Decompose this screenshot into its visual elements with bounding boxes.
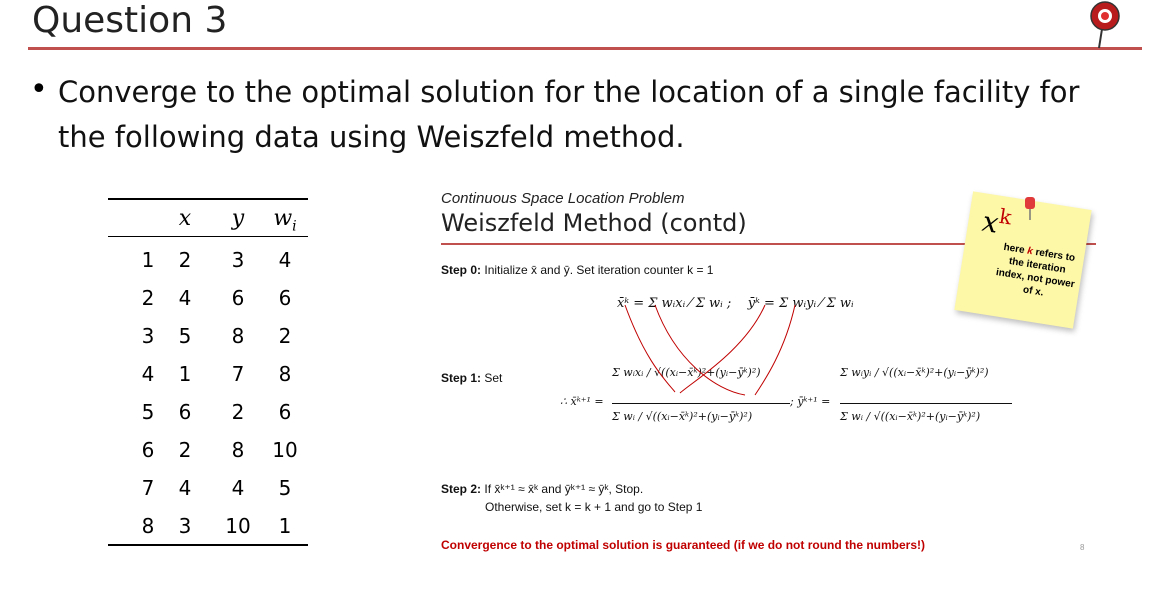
table-cell: 8 <box>231 438 245 462</box>
col-header-w: $w_i$ <box>273 206 297 235</box>
x-update-numerator: Σ wᵢxᵢ / √((xᵢ−x̄ᵏ)²+(yᵢ−ȳᵏ)²) <box>612 366 761 379</box>
table-cell: 6 <box>278 400 292 424</box>
table-cell: 8 <box>278 362 292 386</box>
annotation-arrows <box>595 300 825 410</box>
step0-text: Initialize x̄ and ȳ. Set iteration counter k = 1 <box>484 263 714 277</box>
sticky-symbol: $x^k$ <box>980 203 1014 240</box>
row-index: 4 <box>141 362 155 386</box>
row-index: 3 <box>141 324 155 348</box>
row-index: 5 <box>141 400 155 424</box>
step1-label: Step 1: <box>441 371 482 385</box>
bullet-marker: • <box>30 72 48 107</box>
table-cell: 3 <box>178 514 192 538</box>
table-cell: 3 <box>231 248 245 272</box>
table-cell: 4 <box>231 476 245 500</box>
question-text: Converge to the optimal solution for the location of a single facility for the following data using Weiszfeld method. <box>58 75 1080 154</box>
y-update-lhs: ; ȳᵏ⁺¹ = <box>790 395 831 408</box>
page-title: Question 3 <box>32 0 228 41</box>
table-cell: 7 <box>231 362 245 386</box>
row-index: 7 <box>141 476 155 500</box>
x-update-denominator: Σ wᵢ / √((xᵢ−x̄ᵏ)²+(yᵢ−ȳᵏ)²) <box>612 410 753 423</box>
map-pin-icon <box>1087 0 1123 50</box>
step0-line <box>441 263 713 277</box>
y-fraction-bar <box>840 403 1012 404</box>
y-update-denominator: Σ wᵢ / √((xᵢ−x̄ᵏ)²+(yᵢ−ȳᵏ)²) <box>840 410 981 423</box>
step2-label: Step 2: <box>441 482 482 496</box>
step2-text: If x̄ᵏ⁺¹ ≈ x̄ᵏ and ȳᵏ⁺¹ ≈ ȳᵏ, Stop. <box>484 482 644 496</box>
table-cell: 2 <box>178 438 192 462</box>
table-cell: 10 <box>272 438 298 462</box>
table-cell: 6 <box>278 286 292 310</box>
table-top-rule <box>108 198 308 200</box>
row-index: 2 <box>141 286 155 310</box>
table-cell: 2 <box>231 400 245 424</box>
table-cell: 10 <box>225 514 251 538</box>
step0-label: Step 0: <box>441 263 482 277</box>
table-cell: 6 <box>178 400 192 424</box>
x-update-lhs: ∴ x̄ᵏ⁺¹ = <box>560 395 604 408</box>
step2-otherwise: Otherwise, set k = k + 1 and go to Step 1 <box>485 500 703 514</box>
convergence-note: Convergence to the optimal solution is guaranteed (if we do not round the numbers!) <box>441 538 926 552</box>
table-cell: 5 <box>178 324 192 348</box>
title-divider <box>28 47 1142 50</box>
slide-heading: Weiszfeld Method (contd) <box>441 209 747 237</box>
row-index: 8 <box>141 514 155 538</box>
table-cell: 1 <box>178 362 192 386</box>
col-header-x: x <box>178 206 192 231</box>
table-cell: 4 <box>278 248 292 272</box>
row-index: 6 <box>141 438 155 462</box>
row-index: 1 <box>141 248 155 272</box>
step1-line <box>441 371 502 385</box>
y-update-numerator: Σ wᵢyᵢ / √((xᵢ−x̄ᵏ)²+(yᵢ−ȳᵏ)²) <box>840 366 989 379</box>
push-pin-icon <box>1022 195 1038 221</box>
step1-text: Set <box>484 371 503 385</box>
table-cell: 2 <box>178 248 192 272</box>
slide-page-marker: 8 <box>1080 543 1085 552</box>
sticky-text: here k refers to the iteration index, not power of x. <box>995 241 1076 299</box>
table-cell: 4 <box>178 286 192 310</box>
slide-subtitle: Continuous Space Location Problem <box>441 190 685 207</box>
step0-formula: x̄ᵏ = Σ wᵢxᵢ ⁄ Σ wᵢ ; ȳᵏ = Σ wᵢyᵢ ⁄ Σ wᵢ <box>617 296 854 311</box>
table-cell: 2 <box>278 324 292 348</box>
col-header-y: y <box>231 206 245 231</box>
table-header-rule <box>108 236 308 237</box>
step2-line <box>441 482 643 496</box>
table-cell: 1 <box>278 514 292 538</box>
table-cell: 4 <box>178 476 192 500</box>
table-cell: 5 <box>278 476 292 500</box>
table-bottom-rule <box>108 544 308 546</box>
table-cell: 8 <box>231 324 245 348</box>
table-cell: 6 <box>231 286 245 310</box>
